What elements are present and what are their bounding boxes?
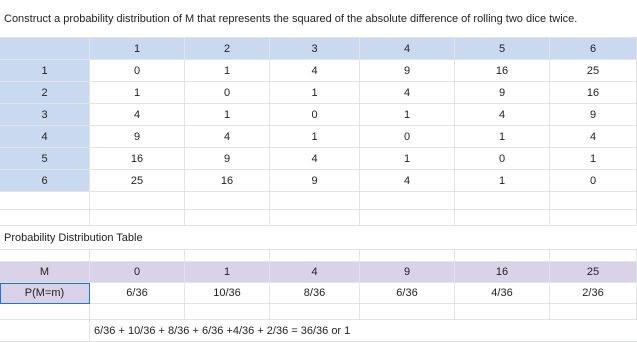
matrix-value-cell[interactable]: 1	[455, 170, 550, 192]
matrix-value-cell[interactable]: 4	[550, 126, 637, 148]
empty-cell[interactable]	[360, 192, 455, 210]
matrix-value-cell[interactable]: 9	[90, 126, 185, 148]
matrix-row-header[interactable]: 5	[0, 148, 90, 170]
empty-cell[interactable]	[90, 250, 185, 262]
matrix-row-header[interactable]: 3	[0, 104, 90, 126]
matrix-col-header[interactable]: 4	[360, 38, 455, 60]
dist-m-value[interactable]: 9	[360, 262, 455, 283]
empty-cell[interactable]	[455, 192, 550, 210]
dist-p-value[interactable]: 2/36	[550, 283, 637, 304]
matrix-value-cell[interactable]: 1	[90, 82, 185, 104]
matrix-value-cell[interactable]: 16	[455, 60, 550, 82]
empty-cell[interactable]	[90, 192, 185, 210]
empty-cell[interactable]	[270, 250, 360, 262]
matrix-row-header[interactable]: 6	[0, 170, 90, 192]
empty-cell[interactable]	[0, 192, 90, 210]
matrix-value-cell[interactable]: 0	[550, 170, 637, 192]
matrix-value-cell[interactable]: 1	[185, 60, 270, 82]
matrix-value-cell[interactable]: 9	[185, 148, 270, 170]
empty-cell[interactable]	[185, 304, 270, 320]
matrix-value-cell[interactable]: 1	[550, 148, 637, 170]
empty-cell[interactable]	[185, 210, 270, 226]
empty-cell[interactable]	[0, 210, 90, 226]
distribution-title[interactable]: Probability Distribution Table	[0, 226, 637, 250]
dist-p-value[interactable]: 4/36	[455, 283, 550, 304]
matrix-value-cell[interactable]: 4	[90, 104, 185, 126]
empty-cell[interactable]	[270, 210, 360, 226]
dist-m-value[interactable]: 16	[455, 262, 550, 283]
matrix-value-cell[interactable]: 9	[360, 60, 455, 82]
matrix-value-cell[interactable]: 1	[455, 126, 550, 148]
dist-p-value[interactable]: 8/36	[270, 283, 360, 304]
sum-check-text[interactable]: 6/36 + 10/36 + 8/36 + 6/36 +4/36 + 2/36 = 36/36 or 1	[90, 320, 637, 342]
matrix-col-header[interactable]: 1	[90, 38, 185, 60]
matrix-value-cell[interactable]: 1	[270, 126, 360, 148]
matrix-value-cell[interactable]: 16	[550, 82, 637, 104]
matrix-value-cell[interactable]: 0	[185, 82, 270, 104]
matrix-col-header[interactable]: 3	[270, 38, 360, 60]
matrix-value-cell[interactable]: 4	[360, 82, 455, 104]
matrix-value-cell[interactable]: 0	[360, 126, 455, 148]
matrix-value-cell[interactable]: 1	[360, 148, 455, 170]
matrix-col-header[interactable]: 5	[455, 38, 550, 60]
empty-cell[interactable]	[270, 304, 360, 320]
empty-cell[interactable]	[550, 210, 637, 226]
matrix-col-header[interactable]: 6	[550, 38, 637, 60]
matrix-value-cell[interactable]: 0	[270, 104, 360, 126]
empty-cell[interactable]	[455, 210, 550, 226]
matrix-value-cell[interactable]: 0	[90, 60, 185, 82]
empty-cell[interactable]	[455, 304, 550, 320]
matrix-value-cell[interactable]: 4	[270, 148, 360, 170]
dist-p-label[interactable]: P(M=m)	[0, 283, 90, 304]
dist-m-value[interactable]: 0	[90, 262, 185, 283]
empty-cell[interactable]	[185, 250, 270, 262]
matrix-value-cell[interactable]: 9	[550, 104, 637, 126]
matrix-value-cell[interactable]: 0	[455, 148, 550, 170]
empty-cell[interactable]	[90, 210, 185, 226]
empty-cell[interactable]	[90, 304, 185, 320]
empty-cell[interactable]	[0, 250, 90, 262]
matrix-value-cell[interactable]: 9	[455, 82, 550, 104]
empty-cell[interactable]	[360, 304, 455, 320]
empty-cell[interactable]	[0, 320, 90, 342]
matrix-value-cell[interactable]: 4	[185, 126, 270, 148]
matrix-row-header[interactable]: 1	[0, 60, 90, 82]
dist-m-label[interactable]: M	[0, 262, 90, 283]
empty-cell[interactable]	[455, 250, 550, 262]
dist-p-value[interactable]: 6/36	[90, 283, 185, 304]
dist-p-value[interactable]: 10/36	[185, 283, 270, 304]
empty-cell[interactable]	[550, 304, 637, 320]
matrix-value-cell[interactable]: 4	[360, 170, 455, 192]
matrix-value-cell[interactable]: 1	[270, 82, 360, 104]
empty-cell[interactable]	[0, 304, 90, 320]
matrix-value-cell[interactable]: 4	[270, 60, 360, 82]
empty-cell[interactable]	[360, 250, 455, 262]
empty-cell[interactable]	[185, 192, 270, 210]
instruction-text[interactable]: Construct a probability distribution of M that represents the squared of the absolute difference of rolling two dice twice.	[0, 0, 637, 38]
matrix-corner-cell[interactable]	[0, 38, 90, 60]
matrix-row-header[interactable]: 2	[0, 82, 90, 104]
matrix-value-cell[interactable]: 25	[90, 170, 185, 192]
dist-p-value[interactable]: 6/36	[360, 283, 455, 304]
matrix-value-cell[interactable]: 16	[90, 148, 185, 170]
matrix-value-cell[interactable]: 1	[185, 104, 270, 126]
empty-cell[interactable]	[550, 192, 637, 210]
dist-m-value[interactable]: 4	[270, 262, 360, 283]
matrix-value-cell[interactable]: 25	[550, 60, 637, 82]
matrix-value-cell[interactable]: 16	[185, 170, 270, 192]
empty-cell[interactable]	[550, 250, 637, 262]
matrix-value-cell[interactable]: 1	[360, 104, 455, 126]
matrix-value-cell[interactable]: 9	[270, 170, 360, 192]
matrix-col-header[interactable]: 2	[185, 38, 270, 60]
dist-m-value[interactable]: 1	[185, 262, 270, 283]
dist-m-value[interactable]: 25	[550, 262, 637, 283]
matrix-row-header[interactable]: 4	[0, 126, 90, 148]
empty-cell[interactable]	[270, 192, 360, 210]
empty-cell[interactable]	[360, 210, 455, 226]
matrix-value-cell[interactable]: 4	[455, 104, 550, 126]
